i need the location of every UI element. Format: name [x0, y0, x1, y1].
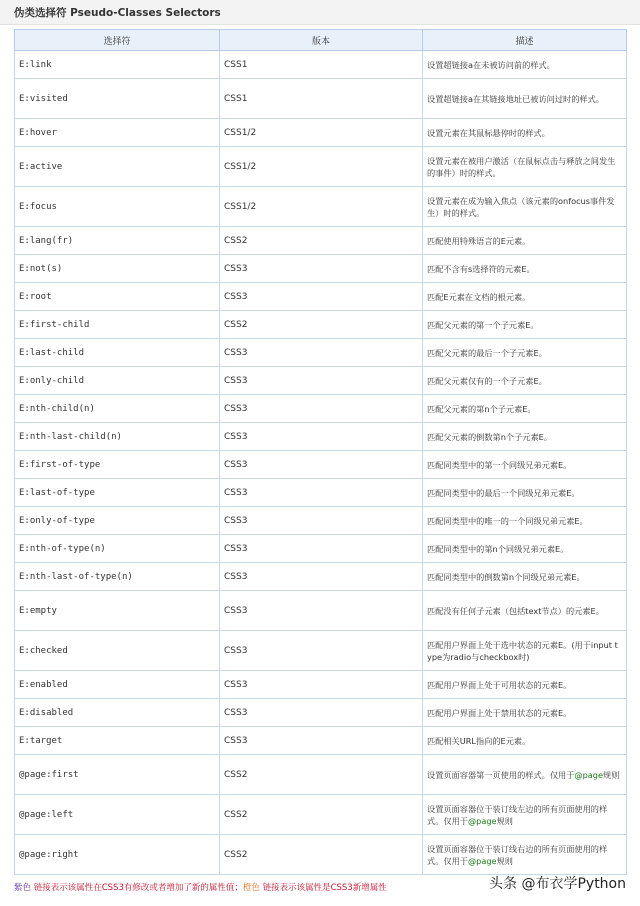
legend-orange: 橙色 [242, 883, 260, 893]
version-cell: CSS2 [220, 795, 423, 835]
table-row [15, 187, 627, 227]
table-row [15, 451, 627, 479]
description-suffix: 规则 [496, 855, 513, 866]
description-cell: 设置元素在被用户激活（在鼠标点击与释放之间发生的事件）时的样式。 [423, 147, 627, 187]
description-cell: 匹配父元素的最后一个子元素E。 [423, 339, 627, 367]
version-cell: CSS3 [220, 727, 423, 755]
version-cell: CSS3 [220, 479, 423, 507]
selector-link[interactable]: E:disabled [15, 699, 220, 727]
description-cell: 匹配同类型中的第一个同级兄弟元素E。 [423, 451, 627, 479]
selector-link[interactable]: E:nth-of-type(n) [15, 535, 220, 563]
table-row [15, 311, 627, 339]
version-cell: CSS2 [220, 311, 423, 339]
selector-link[interactable]: E:root [15, 283, 220, 311]
table-row [15, 631, 627, 671]
description-cell: 匹配没有任何子元素（包括text节点）的元素E。 [423, 591, 627, 631]
description-cell [423, 835, 627, 875]
page-rule-link[interactable]: @page [467, 855, 497, 866]
selector-link[interactable]: E:checked [15, 631, 220, 671]
version-cell: CSS3 [220, 339, 423, 367]
selector-link[interactable]: E:only-of-type [15, 507, 220, 535]
table-row [15, 423, 627, 451]
version-cell: CSS2 [220, 227, 423, 255]
legend-purple-text: 链接表示该属性在CSS3有修改或者增加了新的属性值； [31, 883, 243, 893]
description-cell: 匹配用户界面上处于禁用状态的元素E。 [423, 699, 627, 727]
table-row [15, 283, 627, 311]
version-cell: CSS3 [220, 395, 423, 423]
description-text: 设置页面容器第一页使用的样式。仅用于 [427, 769, 575, 780]
selector-link[interactable]: @page:right [15, 835, 220, 875]
selector-link[interactable]: E:first-child [15, 311, 220, 339]
legend-orange-text: 链接表示该属性是CSS3新增属性 [259, 883, 387, 893]
description-cell: 匹配父元素仅有的一个子元素E。 [423, 367, 627, 395]
table-row [15, 795, 627, 835]
table-row [15, 507, 627, 535]
selector-link[interactable]: E:visited [15, 79, 220, 119]
version-cell: CSS3 [220, 283, 423, 311]
description-cell: 匹配使用特殊语言的E元素。 [423, 227, 627, 255]
selector-link[interactable]: E:enabled [15, 671, 220, 699]
version-cell: CSS3 [220, 591, 423, 631]
selector-link[interactable]: E:focus [15, 187, 220, 227]
selector-link[interactable]: @page:first [15, 755, 220, 795]
version-cell: CSS2 [220, 755, 423, 795]
table-row [15, 227, 627, 255]
description-cell: 匹配父元素的第一个子元素E。 [423, 311, 627, 339]
description-text: 设置页面容器位于装订线右边的所有页面使用的样式。仅用于 [427, 843, 608, 866]
selector-link[interactable]: E:target [15, 727, 220, 755]
version-cell: CSS3 [220, 671, 423, 699]
selectors-table [14, 29, 627, 875]
table-row [15, 563, 627, 591]
header-selector: 选择符 [15, 30, 220, 51]
footer-legend [14, 881, 387, 893]
selector-link[interactable]: E:nth-child(n) [15, 395, 220, 423]
version-cell: CSS2 [220, 835, 423, 875]
description-cell: 匹配E元素在文档的根元素。 [423, 283, 627, 311]
selector-link[interactable]: E:nth-last-of-type(n) [15, 563, 220, 591]
description-cell: 匹配不含有s选择符的元素E。 [423, 255, 627, 283]
watermark-text: 头条 @布衣学Python [489, 876, 626, 892]
description-cell: 设置元素在成为输入焦点（该元素的onfocus事件发生）时的样式。 [423, 187, 627, 227]
selector-link[interactable]: E:last-of-type [15, 479, 220, 507]
version-cell: CSS3 [220, 423, 423, 451]
selector-link[interactable]: E:empty [15, 591, 220, 631]
description-cell: 匹配同类型中的最后一个同级兄弟元素E。 [423, 479, 627, 507]
selector-link[interactable]: E:not(s) [15, 255, 220, 283]
version-cell: CSS3 [220, 563, 423, 591]
version-cell: CSS1/2 [220, 147, 423, 187]
selector-link[interactable]: E:first-of-type [15, 451, 220, 479]
description-cell [423, 795, 627, 835]
table-header-row [15, 30, 627, 51]
table-row [15, 479, 627, 507]
legend-purple: 紫色 [14, 883, 32, 893]
description-cell: 匹配父元素的倒数第n个子元素E。 [423, 423, 627, 451]
section-title: 伪类选择符 Pseudo-Classes Selectors [14, 7, 221, 19]
table-row [15, 395, 627, 423]
description-cell [423, 755, 627, 795]
table-row [15, 79, 627, 119]
page-rule-link[interactable]: @page [467, 815, 497, 826]
header-version: 版本 [220, 30, 423, 51]
table-row [15, 339, 627, 367]
version-cell: CSS3 [220, 535, 423, 563]
table-row [15, 147, 627, 187]
description-cell: 设置超链接a在未被访问前的样式。 [423, 51, 627, 79]
table-row [15, 535, 627, 563]
selector-link[interactable]: E:nth-last-child(n) [15, 423, 220, 451]
selector-link[interactable]: E:link [15, 51, 220, 79]
table-row [15, 119, 627, 147]
description-cell: 设置元素在其鼠标悬停时的样式。 [423, 119, 627, 147]
description-cell: 匹配用户界面上处于可用状态的元素E。 [423, 671, 627, 699]
description-cell: 匹配同类型中的唯一的一个同级兄弟元素E。 [423, 507, 627, 535]
description-cell: 匹配父元素的第n个子元素E。 [423, 395, 627, 423]
version-cell: CSS1 [220, 51, 423, 79]
table-row [15, 671, 627, 699]
description-cell: 匹配同类型中的第n个同级兄弟元素E。 [423, 535, 627, 563]
version-cell: CSS3 [220, 631, 423, 671]
description-cell: 匹配用户界面上处于选中状态的元素E。(用于input type为radio与checkbox时) [423, 631, 627, 671]
header-description: 描述 [423, 30, 627, 51]
selector-link[interactable]: E:lang(fr) [15, 227, 220, 255]
version-cell: CSS3 [220, 507, 423, 535]
selector-link[interactable]: E:last-child [15, 339, 220, 367]
table-body [15, 51, 627, 875]
version-cell: CSS3 [220, 255, 423, 283]
version-cell: CSS3 [220, 367, 423, 395]
version-cell: CSS3 [220, 451, 423, 479]
description-text: 设置页面容器位于装订线左边的所有页面使用的样式。仅用于 [427, 803, 608, 826]
version-cell: CSS1/2 [220, 187, 423, 227]
selector-link[interactable]: E:hover [15, 119, 220, 147]
table-row [15, 727, 627, 755]
selector-link[interactable]: @page:left [15, 795, 220, 835]
table-row [15, 835, 627, 875]
version-cell: CSS1 [220, 79, 423, 119]
selector-link[interactable]: E:active [15, 147, 220, 187]
table-row [15, 255, 627, 283]
description-cell: 设置超链接a在其链接地址已被访问过时的样式。 [423, 79, 627, 119]
description-suffix: 规则 [496, 815, 513, 826]
table-row [15, 699, 627, 727]
table-row [15, 755, 627, 795]
selector-link[interactable]: E:only-child [15, 367, 220, 395]
section-title-bar [0, 0, 640, 25]
version-cell: CSS3 [220, 699, 423, 727]
watermark [489, 873, 626, 893]
table-row [15, 51, 627, 79]
version-cell: CSS1/2 [220, 119, 423, 147]
description-cell: 匹配同类型中的倒数第n个同级兄弟元素E。 [423, 563, 627, 591]
page-rule-link[interactable]: @page [574, 769, 604, 780]
table-row [15, 367, 627, 395]
description-suffix: 规则 [603, 769, 620, 780]
table-row [15, 591, 627, 631]
description-cell: 匹配相关URL指向的E元素。 [423, 727, 627, 755]
